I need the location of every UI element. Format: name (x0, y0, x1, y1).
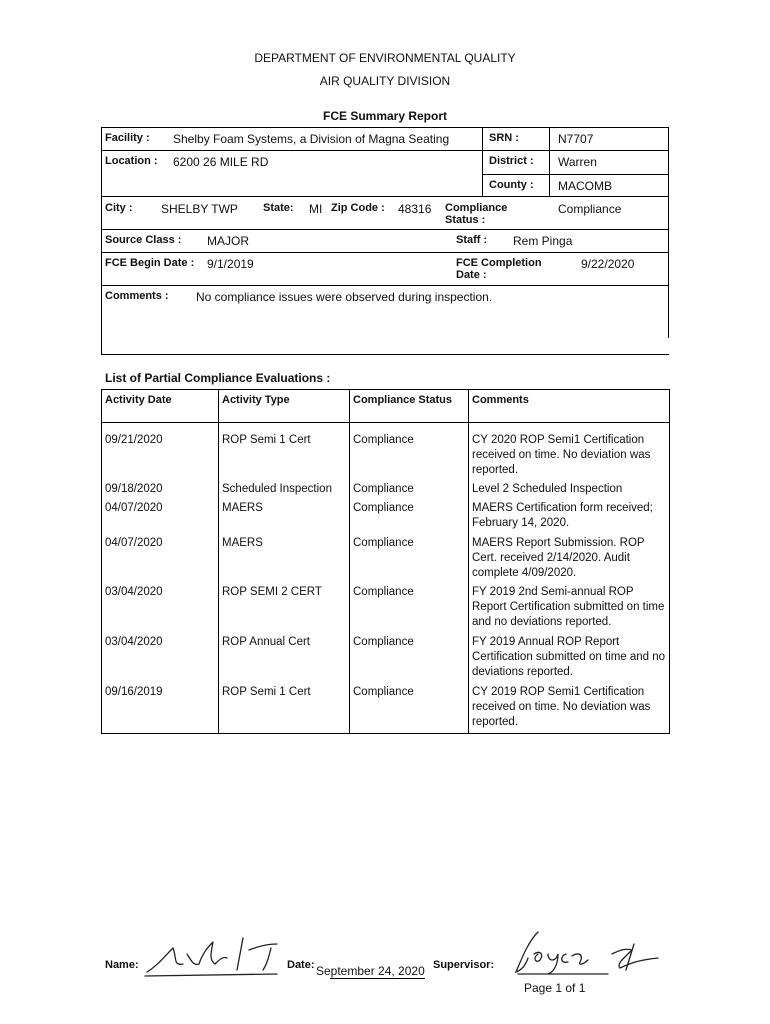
divider-after-fce-dates (101, 285, 669, 286)
table-row (102, 534, 670, 583)
activity-date-cell: 03/04/2020 (102, 633, 219, 683)
col-header-activity-type: Activity Type (219, 390, 350, 423)
county-label: County : (489, 179, 534, 191)
info-box-top-border (101, 127, 669, 128)
table-row (102, 499, 670, 534)
col-header-comments: Comments (469, 390, 670, 423)
divider-before-county (482, 174, 669, 175)
activity-date-cell: 09/21/2020 (102, 431, 219, 480)
activity-type-cell: ROP Semi 1 Cert (219, 683, 350, 733)
date-value: September 24, 2020 (316, 964, 425, 978)
district-value: Warren (558, 155, 597, 169)
activity-date-cell: 09/16/2019 (102, 683, 219, 733)
srn-label: SRN : (489, 132, 519, 144)
comments-cell: Level 2 Scheduled Inspection (469, 480, 670, 499)
source-class-value: MAJOR (207, 234, 249, 248)
activity-date-cell: 04/07/2020 (102, 499, 219, 534)
division-title: AIR QUALITY DIVISION (319, 74, 451, 88)
facility-label: Facility : (105, 132, 150, 144)
state-label: State: (263, 202, 294, 214)
fce-completion-value: 9/22/2020 (581, 257, 635, 271)
pce-table (101, 389, 670, 734)
fce-begin-label: FCE Begin Date : (105, 257, 195, 269)
staff-value: Rem Pinga (513, 234, 573, 248)
city-label: City : (105, 202, 133, 214)
divider-after-county (101, 196, 669, 197)
col-header-compliance-status: Compliance Status (350, 390, 469, 423)
compliance-status-value: Compliance (558, 202, 622, 216)
activity-date-cell: 04/07/2020 (102, 534, 219, 583)
district-label: District : (489, 155, 534, 167)
info-box-bottom-border (101, 354, 669, 355)
compliance-status-cell: Compliance (350, 683, 469, 733)
comments-cell: CY 2020 ROP Semi1 Certification received on time. No deviation was reported. (469, 431, 670, 480)
table-row (102, 431, 670, 480)
col-header-activity-date: Activity Date (102, 390, 219, 423)
info-box-right-border (668, 127, 669, 338)
pce-list-heading: List of Partial Compliance Evaluations : (105, 371, 331, 385)
compliance-status-cell: Compliance (350, 633, 469, 683)
comments-cell: FY 2019 Annual ROP Report Certification submitted on time and no deviations reported. (469, 633, 670, 683)
state-value: MI (309, 202, 323, 216)
activity-type-cell: ROP Semi 1 Cert (219, 431, 350, 480)
activity-date-cell: 03/04/2020 (102, 583, 219, 633)
table-row (102, 583, 670, 633)
page-number: Page 1 of 1 (524, 981, 586, 995)
activity-date-cell: 09/18/2020 (102, 480, 219, 499)
zip-label: Zip Code : (331, 202, 385, 214)
comments-cell: MAERS Certification form received; February 14, 2020. (469, 499, 670, 534)
comments-cell: FY 2019 2nd Semi-annual ROP Report Certification submitted on time and no deviations reported. (469, 583, 670, 633)
fce-completion-label-line2: Date : (456, 269, 487, 281)
location-label: Location : (105, 155, 158, 167)
srn-column-divider (482, 127, 483, 197)
zip-value: 48316 (398, 202, 432, 216)
name-signature (143, 930, 283, 978)
supervisor-signature (508, 924, 664, 980)
date-label: Date: (287, 959, 315, 971)
srn-value: N7707 (558, 132, 594, 146)
staff-label: Staff : (456, 234, 488, 246)
compliance-status-label-line2: Status : (445, 214, 486, 226)
compliance-status-cell: Compliance (350, 583, 469, 633)
comments-cell: MAERS Report Submission. ROP Cert. received 2/14/2020. Audit complete 4/09/2020. (469, 534, 670, 583)
supervisor-label: Supervisor: (433, 959, 495, 971)
activity-type-cell: ROP SEMI 2 CERT (219, 583, 350, 633)
city-value: SHELBY TWP (161, 202, 238, 216)
facility-value: Shelby Foam Systems, a Division of Magna Seating (173, 132, 450, 146)
name-label: Name: (105, 959, 139, 971)
comments-cell: CY 2019 ROP Semi1 Certification received on time. No deviation was reported. (469, 683, 670, 733)
info-box-left-border (101, 127, 102, 355)
activity-type-cell: MAERS (219, 499, 350, 534)
table-row (102, 480, 670, 499)
divider-after-district (482, 150, 669, 151)
source-class-label: Source Class : (105, 234, 182, 246)
report-title: FCE Summary Report (322, 109, 448, 123)
compliance-status-cell: Compliance (350, 534, 469, 583)
divider-after-source-class (101, 252, 669, 253)
comments-label: Comments : (105, 290, 169, 302)
department-title: DEPARTMENT OF ENVIRONMENTAL QUALITY (254, 51, 516, 65)
date-underline (330, 978, 425, 979)
compliance-status-label-line1: Compliance (445, 202, 508, 214)
compliance-status-cell: Compliance (350, 480, 469, 499)
table-row (102, 683, 670, 733)
location-value: 6200 26 MILE RD (173, 155, 269, 169)
divider-after-city (101, 229, 669, 230)
table-row (102, 633, 670, 683)
activity-type-cell: ROP Annual Cert (219, 633, 350, 683)
activity-type-cell: MAERS (219, 534, 350, 583)
fce-begin-value: 9/1/2019 (207, 257, 254, 271)
compliance-status-cell: Compliance (350, 499, 469, 534)
activity-type-cell: Scheduled Inspection (219, 480, 350, 499)
county-value: MACOMB (558, 179, 612, 193)
srn-value-divider (549, 127, 550, 197)
compliance-status-cell: Compliance (350, 431, 469, 480)
fce-completion-label-line1: FCE Completion (456, 257, 542, 269)
pce-table-header-row (102, 390, 670, 423)
comments-value: No compliance issues were observed during inspection. (196, 290, 493, 304)
